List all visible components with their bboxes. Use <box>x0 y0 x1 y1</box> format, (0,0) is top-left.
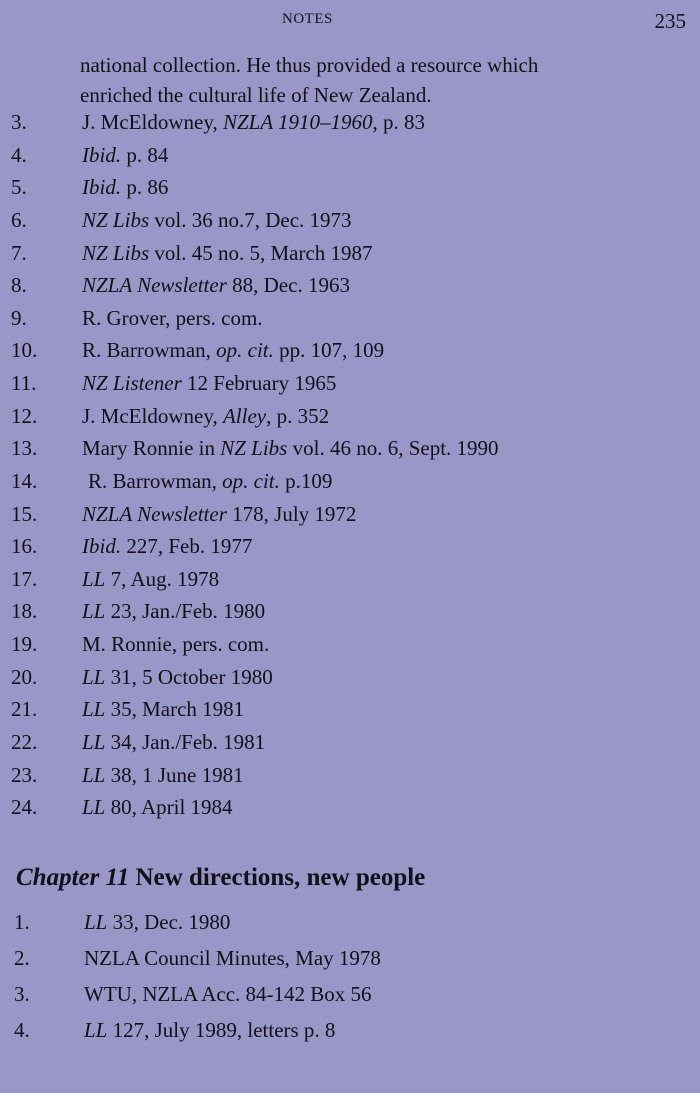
note <box>0 628 700 661</box>
note-number: 16. <box>11 534 38 559</box>
note-text: NZ Listener 12 February 1965 <box>82 371 337 395</box>
note-text: LL 38, 1 June 1981 <box>82 762 244 787</box>
note-text: Ibid. p. 86 <box>82 175 169 200</box>
chapter-title: New directions, new people <box>135 864 426 891</box>
note <box>0 400 700 433</box>
note-number: 23. <box>11 762 38 787</box>
note-number: 1. <box>14 910 30 934</box>
notes-list <box>0 106 700 824</box>
note <box>0 905 700 941</box>
note-number: 20. <box>11 664 38 689</box>
note-text: R. Barrowman, op. cit. p.109 <box>88 468 333 493</box>
note <box>0 791 700 824</box>
note-number: 14. <box>11 468 38 493</box>
note-text: NZLA Newsletter 88, Dec. 1963 <box>82 273 350 298</box>
note-text: LL 23, Jan./Feb. 1980 <box>82 599 266 624</box>
chapter-notes-list <box>0 905 700 1049</box>
note-number: 9. <box>11 305 27 330</box>
note-text: J. McEldowney, NZLA 1910–1960, p. 83 <box>82 110 426 134</box>
note <box>0 367 700 400</box>
note <box>0 237 700 270</box>
note-text: NZLA Council Minutes, May 1978 <box>84 946 381 970</box>
note-text: LL 31, 5 October 1980 <box>82 664 273 689</box>
note-number: 3. <box>14 982 30 1006</box>
continued-note-line: enriched the cultural life of New Zealand. <box>80 83 432 107</box>
note-text: LL 7, Aug. 1978 <box>82 566 220 591</box>
note-number: 18. <box>11 599 38 624</box>
continued-note <box>80 50 640 110</box>
note-text: M. Ronnie, pers. com. <box>82 632 270 656</box>
note-number: 4. <box>11 142 27 167</box>
note-number: 13. <box>11 436 38 461</box>
note <box>0 941 700 977</box>
note <box>0 693 700 726</box>
note-text: LL 35, March 1981 <box>82 697 245 722</box>
note <box>0 139 700 172</box>
note-text: LL 34, Jan./Feb. 1981 <box>82 729 266 754</box>
note-text: Ibid. 227, Feb. 1977 <box>82 534 253 559</box>
note <box>0 106 700 139</box>
note-number: 15. <box>11 501 38 526</box>
note-number: 5. <box>11 175 27 200</box>
note <box>0 726 700 759</box>
note-number: 22. <box>11 729 38 754</box>
note-text: NZ Libs vol. 36 no.7, Dec. 1973 <box>82 207 352 232</box>
note-number: 4. <box>14 1018 30 1042</box>
note <box>0 334 700 367</box>
note <box>0 977 700 1013</box>
note-text: NZLA Newsletter 178, July 1972 <box>82 501 357 526</box>
note-text: LL 80, April 1984 <box>82 795 233 820</box>
note <box>0 465 700 498</box>
note <box>0 563 700 596</box>
note-number: 24. <box>11 795 38 820</box>
note <box>0 432 700 465</box>
note <box>0 204 700 237</box>
note-number: 10. <box>11 338 38 363</box>
note-text: J. McEldowney, Alley, p. 352 <box>82 403 330 428</box>
note-text: R. Barrowman, op. cit. pp. 107, 109 <box>82 338 385 363</box>
running-title: NOTES <box>282 11 333 27</box>
note-number: 3. <box>11 110 27 134</box>
note-number: 12. <box>11 403 38 428</box>
note-number: 6. <box>11 207 27 232</box>
note-number: 19. <box>11 632 38 656</box>
note-text: LL 33, Dec. 1980 <box>84 910 231 934</box>
note-number: 17. <box>11 566 38 591</box>
note-text: NZ Libs vol. 45 no. 5, March 1987 <box>82 240 373 265</box>
note <box>0 269 700 302</box>
note-number: 21. <box>11 697 38 722</box>
note <box>0 595 700 628</box>
note-number: 2. <box>14 946 30 970</box>
note <box>0 498 700 531</box>
note <box>0 1013 700 1049</box>
page-number: 235 <box>654 9 686 33</box>
note-number: 7. <box>11 240 27 265</box>
note <box>0 171 700 204</box>
chapter-label: Chapter 11 <box>16 864 130 891</box>
running-head <box>0 9 700 31</box>
continued-note-line: national collection. He thus provided a resource which <box>80 53 539 77</box>
note <box>0 759 700 792</box>
note-text: WTU, NZLA Acc. 84-142 Box 56 <box>84 982 372 1006</box>
note <box>0 302 700 335</box>
note-number: 11. <box>11 371 37 395</box>
note-text: LL 127, July 1989, letters p. 8 <box>84 1018 336 1042</box>
note-text: Mary Ronnie in NZ Libs vol. 46 no. 6, Sept. 1990 <box>82 436 499 461</box>
note <box>0 530 700 563</box>
note-number: 8. <box>11 273 27 298</box>
note-text: Ibid. p. 84 <box>82 142 169 167</box>
note-text: R. Grover, pers. com. <box>82 305 263 330</box>
note <box>0 661 700 694</box>
chapter-heading <box>16 864 425 892</box>
